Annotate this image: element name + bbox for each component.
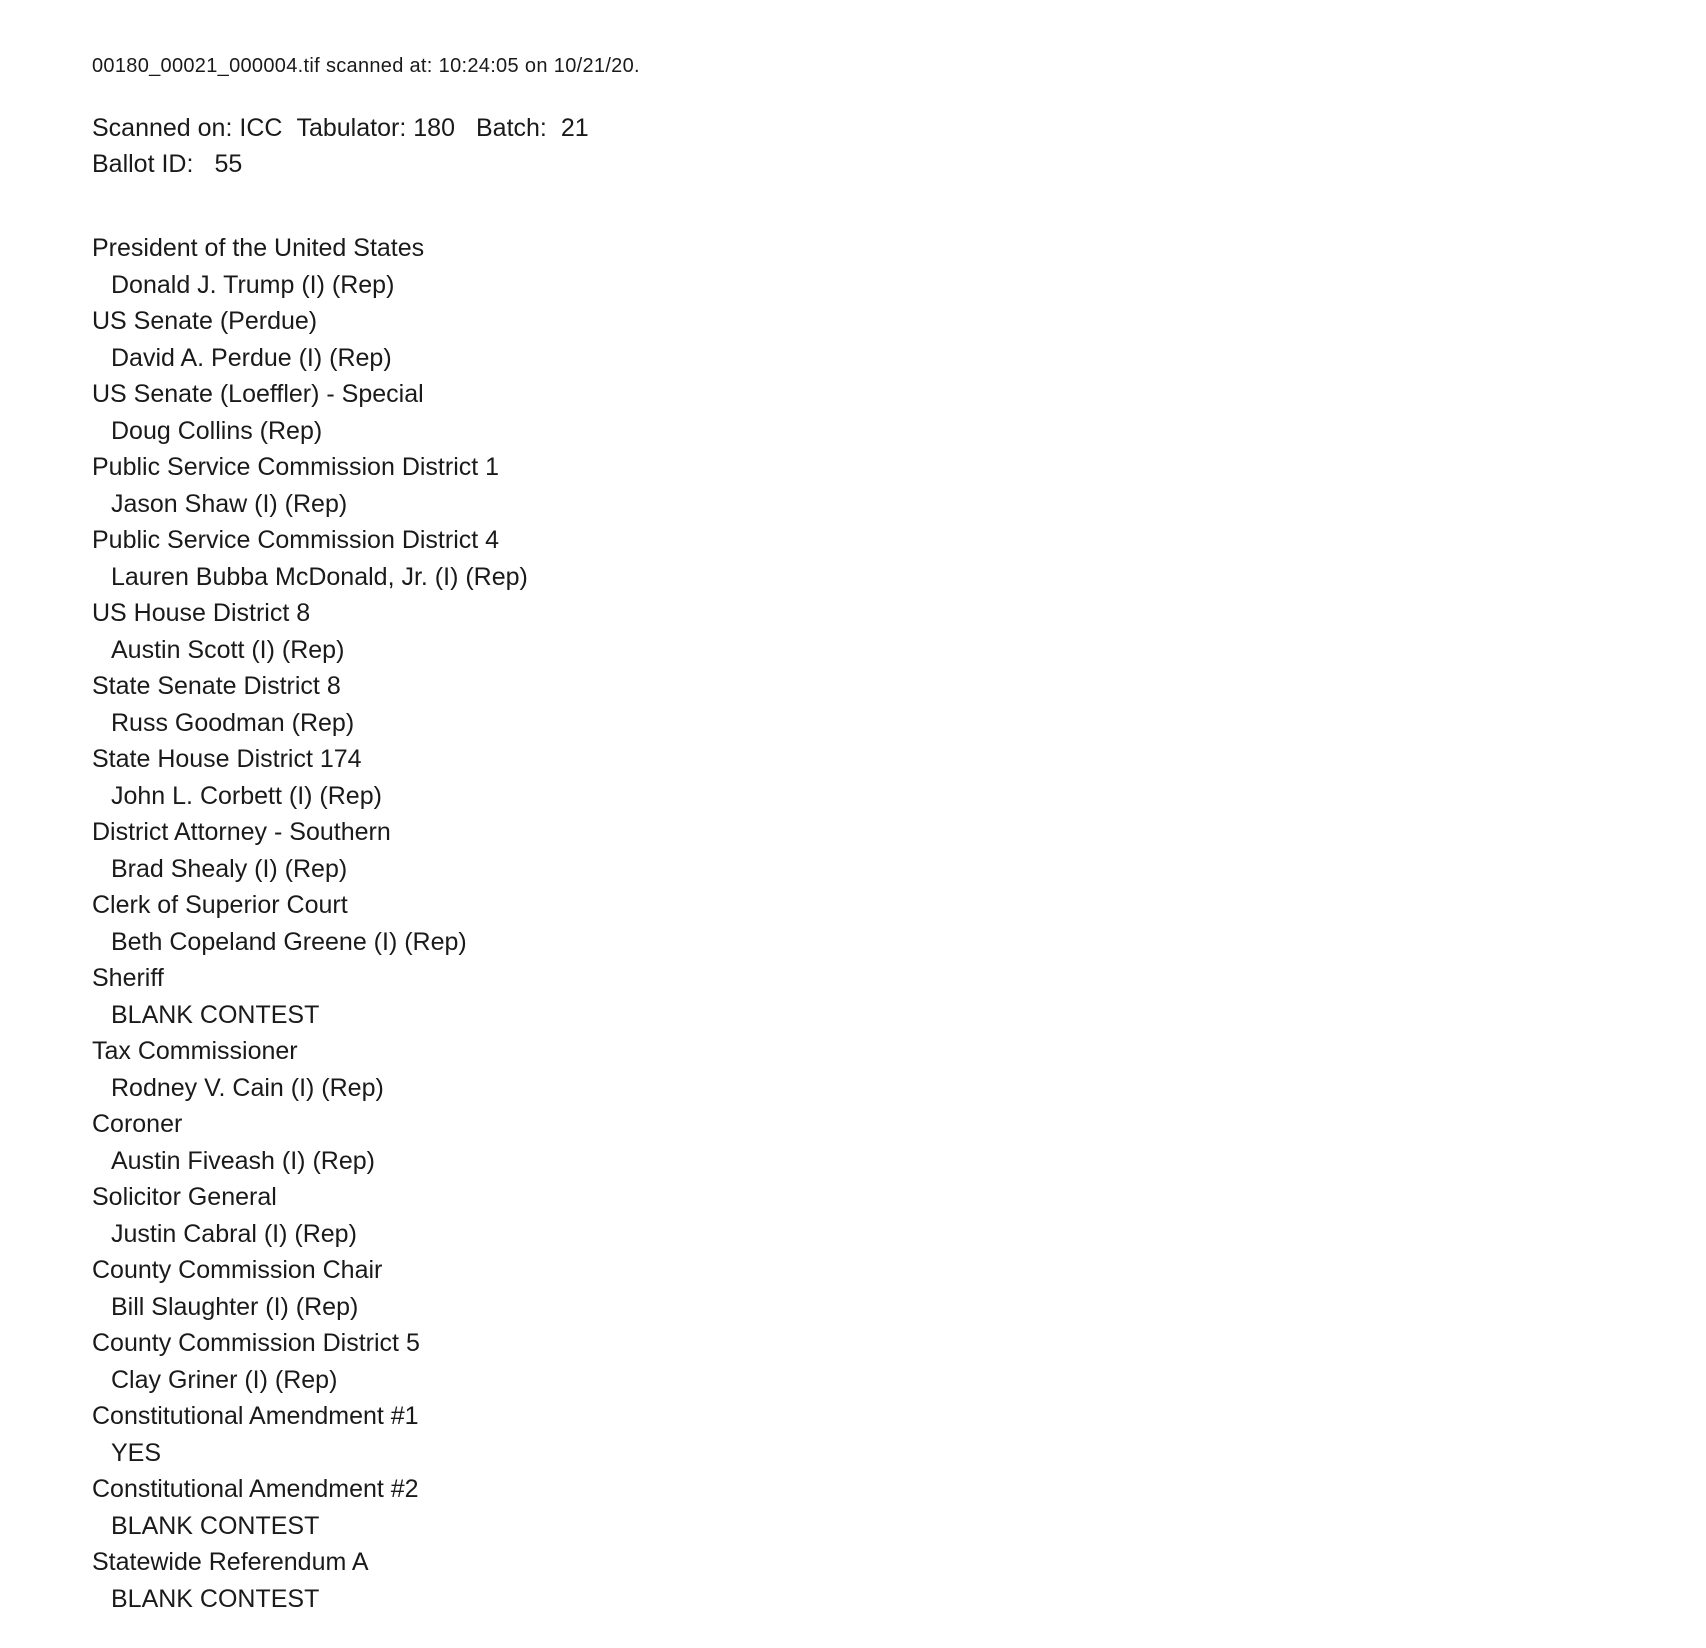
contest-office: State Senate District 8 [92, 672, 341, 700]
contest-row [92, 1106, 1666, 1179]
on-label: on [524, 55, 548, 77]
contest-row [92, 522, 1666, 595]
file-scan-line [92, 54, 1666, 78]
contest-office: President of the United States [92, 234, 425, 262]
ballot-id-line [92, 146, 1666, 182]
contest-row [92, 1252, 1666, 1325]
contest-office: US Senate (Perdue) [92, 307, 318, 335]
contest-office: US Senate (Loeffler) - Special [92, 380, 424, 408]
scanned-at-label: scanned at: [325, 55, 433, 77]
contest-office: County Commission Chair [92, 1256, 383, 1284]
ballot-id-value: 55 [214, 150, 243, 178]
contest-selection: Austin Scott (I) (Rep) [111, 635, 345, 664]
contest-row [92, 1398, 1666, 1471]
scan-time: 10:24:05 [438, 55, 519, 77]
contest-selection: Lauren Bubba McDonald, Jr. (I) (Rep) [111, 562, 528, 591]
contest-office: Coroner [92, 1110, 183, 1138]
contest-row [92, 1179, 1666, 1252]
contest-selection: David A. Perdue (I) (Rep) [111, 343, 392, 372]
contest-selection: Donald J. Trump (I) (Rep) [111, 270, 395, 299]
contest-office: Statewide Referendum A [92, 1548, 369, 1576]
contest-office: Clerk of Superior Court [92, 891, 348, 919]
contest-row [92, 668, 1666, 741]
contest-selection: Jason Shaw (I) (Rep) [111, 489, 348, 518]
contest-office: Tax Commissioner [92, 1037, 298, 1065]
contest-row [92, 303, 1666, 376]
contest-selection: YES [111, 1438, 162, 1467]
batch-value: 21 [560, 114, 589, 142]
contest-row [92, 814, 1666, 887]
tabulator-value: 180 [413, 114, 455, 142]
contest-selection: Austin Fiveash (I) (Rep) [111, 1146, 375, 1175]
contest-row [92, 1544, 1666, 1617]
ballot-id-label: Ballot ID: [92, 150, 194, 178]
tabulator-label: Tabulator: [296, 114, 407, 142]
contest-selection: BLANK CONTEST [111, 1511, 320, 1540]
contest-row [92, 230, 1666, 303]
contest-selection: Doug Collins (Rep) [111, 416, 323, 445]
contest-row [92, 376, 1666, 449]
contest-row [92, 1471, 1666, 1544]
contest-office: County Commission District 5 [92, 1329, 420, 1357]
contest-selection: John L. Corbett (I) (Rep) [111, 781, 382, 810]
contest-office: US House District 8 [92, 599, 311, 627]
contest-office: Public Service Commission District 4 [92, 526, 500, 554]
contest-row [92, 960, 1666, 1033]
contest-list [92, 230, 1666, 1617]
contest-selection: Justin Cabral (I) (Rep) [111, 1219, 357, 1248]
contest-row [92, 449, 1666, 522]
contest-selection: Rodney V. Cain (I) (Rep) [111, 1073, 384, 1102]
file-name: 00180_00021_000004.tif [92, 55, 320, 77]
scanned-on-value: ICC [239, 114, 283, 142]
contest-office: Sheriff [92, 964, 164, 992]
contest-selection: Bill Slaughter (I) (Rep) [111, 1292, 359, 1321]
contest-selection: Russ Goodman (Rep) [111, 708, 355, 737]
contest-row [92, 741, 1666, 814]
batch-label: Batch: [475, 114, 547, 142]
contest-selection: Beth Copeland Greene (I) (Rep) [111, 927, 467, 956]
contest-selection: Clay Griner (I) (Rep) [111, 1365, 338, 1394]
contest-row [92, 887, 1666, 960]
contest-office: State House District 174 [92, 745, 362, 773]
scan-date: 10/21/20. [553, 55, 640, 77]
contest-office: Solicitor General [92, 1183, 277, 1211]
contest-selection: Brad Shealy (I) (Rep) [111, 854, 348, 883]
contest-office: District Attorney - Southern [92, 818, 391, 846]
contest-selection: BLANK CONTEST [111, 1584, 320, 1613]
contest-office: Constitutional Amendment #2 [92, 1475, 419, 1503]
contest-office: Constitutional Amendment #1 [92, 1402, 419, 1430]
contest-row [92, 595, 1666, 668]
scan-info-line [92, 110, 1666, 146]
contest-office: Public Service Commission District 1 [92, 453, 500, 481]
contest-selection: BLANK CONTEST [111, 1000, 320, 1029]
contest-row [92, 1033, 1666, 1106]
contest-row [92, 1325, 1666, 1398]
scan-info-block [92, 110, 1666, 182]
scanned-on-label: Scanned on: [92, 114, 233, 142]
